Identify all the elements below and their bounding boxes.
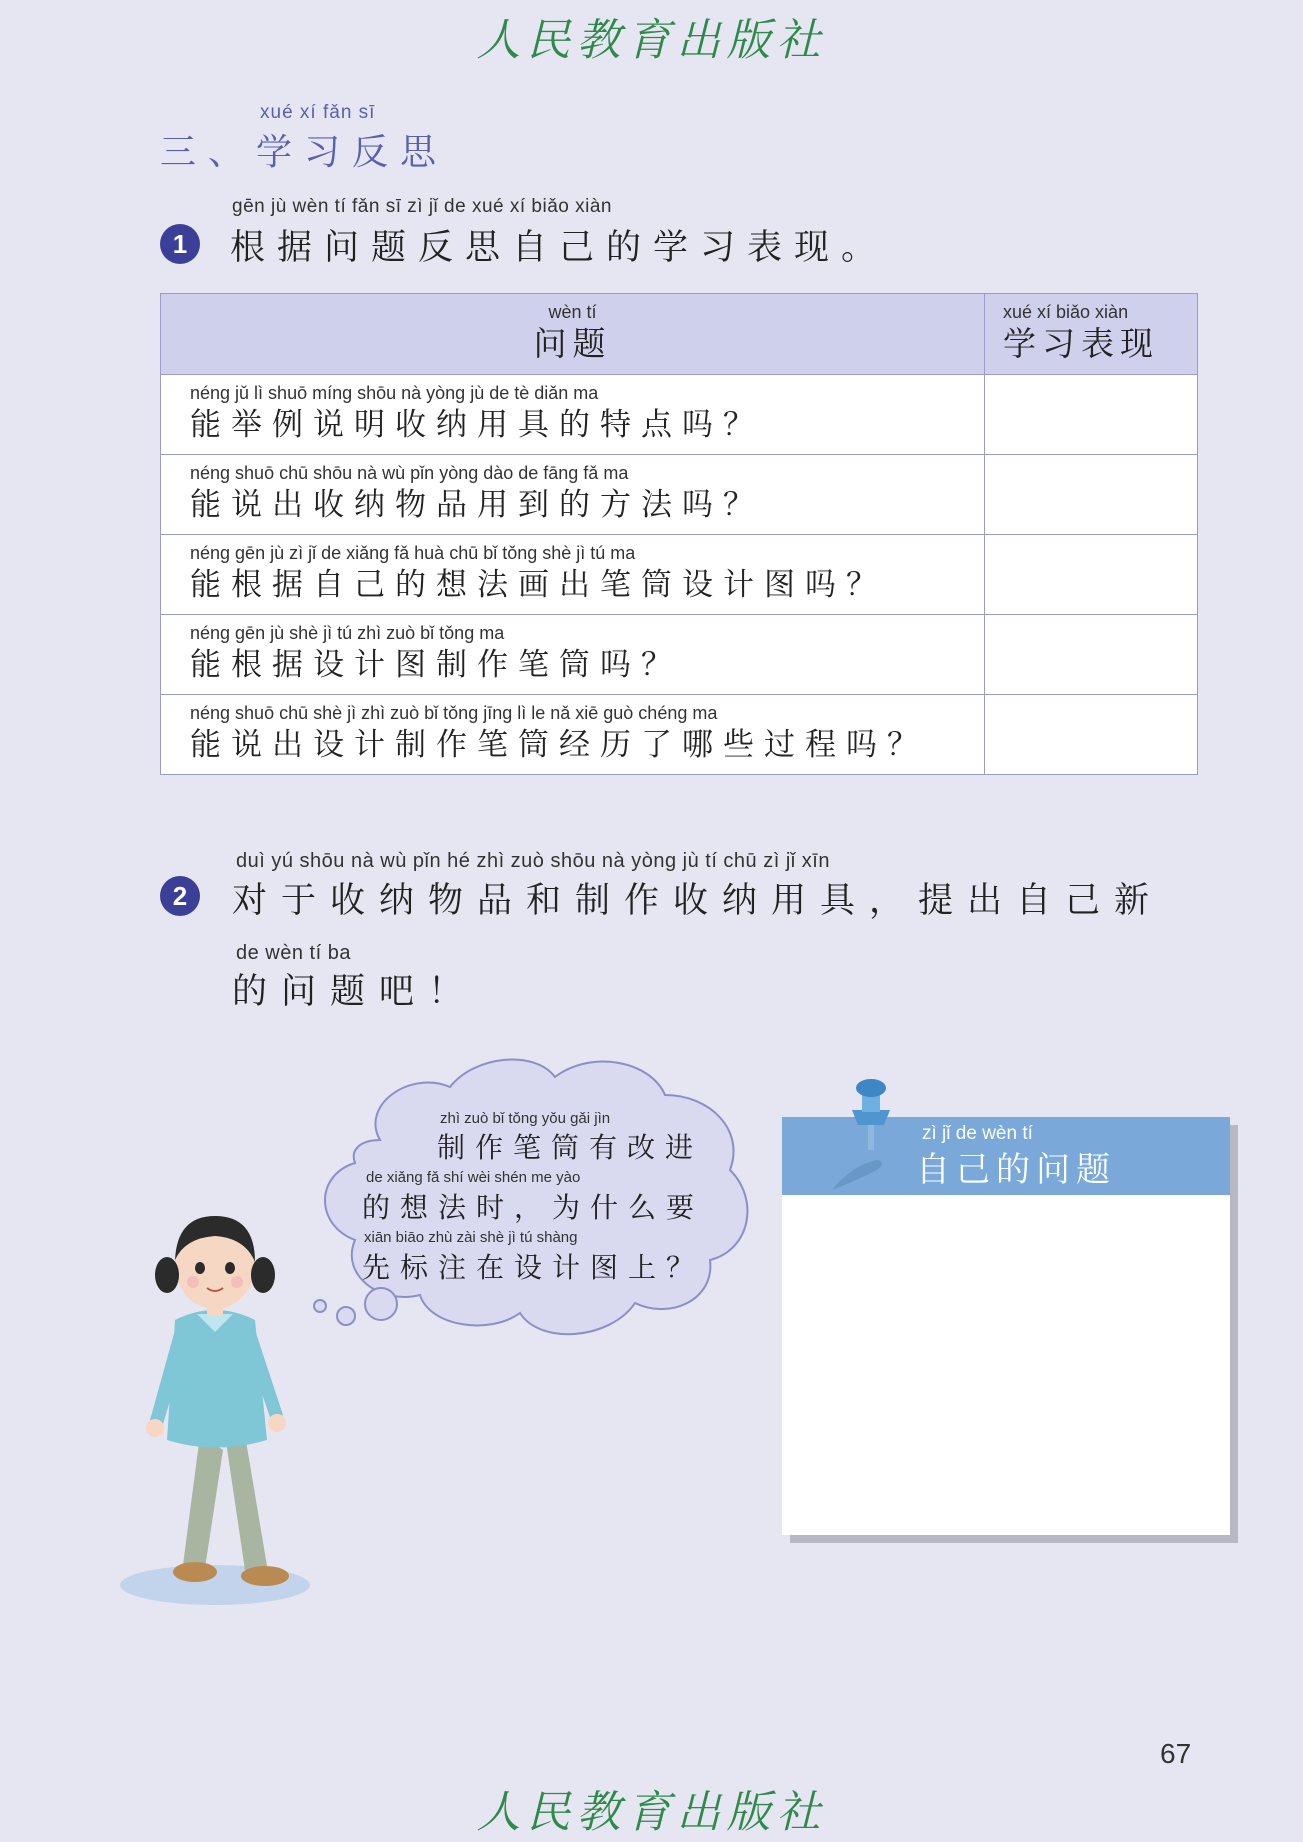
question-pinyin: néng shuō chū shè jì zhì zuò bǐ tǒng jīng lì le nǎ xiē guò chéng ma: [190, 703, 718, 723]
bubble-dot-medium: [337, 1307, 355, 1325]
header-question-pinyin: wèn tí: [548, 302, 597, 322]
question-text: 能根据设计图制作笔筒吗？: [190, 647, 682, 683]
page-number: 67: [1160, 1738, 1192, 1769]
question-2-text-line2: 的问题吧！: [232, 972, 478, 1012]
question-cell: [161, 375, 985, 455]
header-question: [161, 294, 985, 375]
bubble-line-3-text: 先标注在设计图上？: [362, 1251, 705, 1284]
question-2-text-line1: 对于收纳物品和制作收纳用具，提出自己新: [232, 881, 1164, 921]
my-questions-pinyin: zì jǐ de wèn tí: [922, 1123, 1033, 1144]
bubble-dot-large: [365, 1288, 397, 1320]
question-1-badge: 1: [160, 224, 200, 264]
section-title: 三、学习反思: [160, 132, 449, 173]
pushpin-icon: [822, 1070, 902, 1195]
bubble-line-1-text: 制作笔筒有改进: [437, 1131, 704, 1164]
header-performance-pinyin: xué xí biǎo xiàn: [1003, 302, 1129, 322]
table-row: [161, 695, 1198, 775]
table-row: [161, 615, 1198, 695]
publisher-header: 人民教育出版社: [476, 15, 827, 66]
question-text: 能说出设计制作笔筒经历了哪些过程吗？: [190, 727, 928, 763]
performance-cell[interactable]: [985, 535, 1198, 615]
publisher-footer: 人民教育出版社: [476, 1787, 827, 1838]
question-text: 能说出收纳物品用到的方法吗？: [190, 487, 764, 523]
table-header-row: [161, 294, 1198, 375]
section-title-pinyin: xué xí fǎn sī: [260, 102, 376, 123]
question-2-pinyin-line1: duì yú shōu nà wù pǐn hé zhì zuò shōu nà yòng jù tí chū zì jǐ xīn: [236, 850, 830, 872]
question-pinyin: néng gēn jù shè jì tú zhì zuò bǐ tǒng ma: [190, 623, 505, 643]
performance-cell[interactable]: [985, 615, 1198, 695]
my-questions-title: 自己的问题: [916, 1150, 1116, 1190]
girl-illustration: [105, 1180, 335, 1610]
table-row: [161, 375, 1198, 455]
question-2-badge: 2: [160, 876, 200, 916]
reflection-table: [160, 293, 1198, 775]
header-question-label: 问题: [533, 324, 612, 363]
question-text: 能举例说明收纳用具的特点吗？: [190, 407, 764, 443]
question-1-text: 根据问题反思自己的学习表现。: [230, 228, 889, 268]
question-pinyin: néng jǔ lì shuō míng shōu nà yòng jù de tè diǎn ma: [190, 383, 599, 403]
performance-cell[interactable]: [985, 455, 1198, 535]
question-pinyin: néng shuō chū shōu nà wù pǐn yòng dào de fāng fǎ ma: [190, 463, 629, 483]
question-text: 能根据自己的想法画出笔筒设计图吗？: [190, 567, 887, 603]
question-1-pinyin: gēn jù wèn tí fǎn sī zì jǐ de xué xí biǎo xiàn: [232, 196, 612, 217]
bubble-line-2-text: 的想法时，为什么要: [362, 1191, 705, 1224]
performance-cell[interactable]: [985, 695, 1198, 775]
table-row: [161, 455, 1198, 535]
bubble-line-2-pinyin: de xiǎng fǎ shí wèi shén me yào: [366, 1169, 581, 1186]
header-performance: [985, 294, 1198, 375]
bubble-line-3-pinyin: xiān biāo zhù zài shè jì tú shàng: [364, 1229, 578, 1246]
performance-cell[interactable]: [985, 375, 1198, 455]
question-pinyin: néng gēn jù zì jǐ de xiǎng fǎ huà chū bǐ tǒng shè jì tú ma: [190, 543, 636, 563]
question-cell: [161, 455, 985, 535]
question-cell: [161, 615, 985, 695]
question-cell: [161, 535, 985, 615]
bubble-line-1-pinyin: zhì zuò bǐ tǒng yǒu gǎi jìn: [440, 1110, 611, 1127]
header-performance-label: 学习表现: [1003, 324, 1159, 363]
table-row: [161, 535, 1198, 615]
question-2-pinyin-line2: de wèn tí ba: [236, 942, 351, 964]
question-cell: [161, 695, 985, 775]
